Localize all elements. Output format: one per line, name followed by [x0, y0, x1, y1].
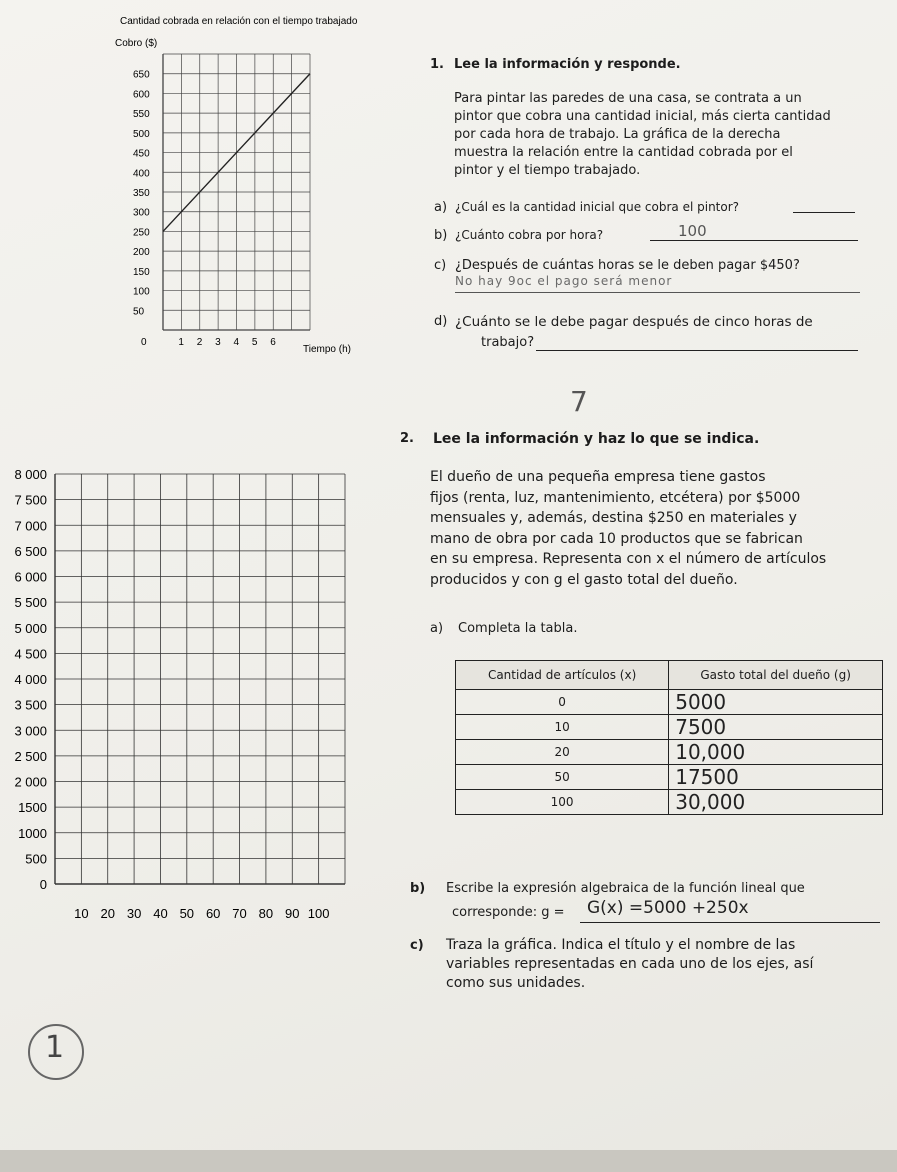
chart2-y-tick: 8 000 — [14, 467, 47, 482]
q2a-text: Completa la tabla. — [458, 621, 578, 636]
table-cell-x: 0 — [456, 690, 669, 715]
table-cell-x: 10 — [456, 715, 669, 740]
q2b-handwritten-answer: G(x) =5000 +250x — [587, 898, 749, 918]
chart1-y-tick: 400 — [133, 168, 150, 180]
q2-body-line: producidos y con g el gasto total del dueño. — [430, 571, 738, 588]
q1-title: Lee la información y responde. — [454, 57, 681, 72]
chart2-y-tick: 7 500 — [14, 492, 47, 508]
q1-body-line: pintor que cobra una cantidad inicial, más cierta cantidad — [454, 109, 831, 124]
chart1-ylabel: Cobro ($) — [115, 38, 158, 49]
q1b-handwritten-answer: 100 — [678, 222, 707, 240]
q1a-label: a) — [434, 200, 448, 215]
chart2-y-tick: 1500 — [18, 800, 47, 816]
table-cell-g[interactable]: 30,000 — [669, 790, 883, 815]
chart1-y-tick: 550 — [133, 109, 150, 121]
chart1-y-tick: 50 — [133, 306, 145, 318]
table-header-g: Gasto total del dueño (g) — [669, 661, 883, 690]
q2c-text-line: variables representadas en cada uno de los ejes, así — [446, 956, 814, 972]
chart2-y-tick: 7 000 — [14, 518, 47, 534]
chart1-x-tick: 1 — [178, 337, 184, 348]
chart2-x-tick: 20 — [100, 906, 115, 921]
q2c-label: c) — [410, 938, 424, 953]
q2c-text-line: como sus unidades. — [446, 975, 586, 991]
chart-painter — [105, 12, 425, 367]
chart2-y-tick: 2 000 — [14, 774, 47, 790]
chart2-x-tick: 10 — [74, 906, 89, 921]
q2-table — [455, 660, 883, 815]
page-bottom-edge — [0, 1150, 897, 1172]
chart2-y-tick: 6 500 — [14, 543, 47, 559]
chart2-x-tick: 70 — [232, 906, 247, 921]
chart2-y-tick: 3 000 — [14, 723, 47, 739]
q1d-text: ¿Cuánto se le debe pagar después de cinco horas de — [455, 314, 813, 330]
q1d-text-2: trabajo? — [481, 335, 535, 350]
chart1-y-tick-labels — [133, 70, 150, 318]
chart1-title: Cantidad cobrada en relación con el tiempo trabajado — [120, 16, 358, 27]
q2-number: 2. — [400, 431, 414, 446]
chart-owner-expenses — [0, 462, 360, 927]
q2-title: Lee la información y haz lo que se indica. — [433, 431, 760, 447]
chart2-y-tick: 0 — [39, 877, 47, 892]
chart2-y-tick: 6 000 — [14, 569, 47, 585]
chart2-y-tick: 5 000 — [14, 620, 47, 636]
table-cell-g[interactable]: 17500 — [669, 765, 883, 790]
chart1-y-tick: 600 — [133, 89, 150, 101]
q2b-text: Escribe la expresión algebraica de la función lineal que — [446, 881, 805, 896]
chart1-y-tick: 350 — [133, 188, 150, 199]
table-row — [456, 765, 883, 790]
margin-handwritten-mark: 7 — [570, 385, 588, 418]
table-row — [456, 690, 883, 715]
q2-body-line: fijos (renta, luz, mantenimiento, etcétera) por $5000 — [430, 489, 801, 506]
chart1-y-tick: 300 — [133, 207, 150, 219]
chart1-x-tick: 0 — [141, 337, 147, 348]
q1-body — [454, 90, 831, 180]
chart1-y-tick: 150 — [133, 266, 150, 278]
chart2-grid — [55, 474, 345, 884]
chart1-y-tick: 200 — [133, 247, 150, 259]
q1-body-line: por cada hora de trabajo. La gráfica de la derecha — [454, 127, 781, 142]
chart2-y-tick: 5 500 — [14, 595, 47, 611]
chart2-x-tick: 80 — [258, 906, 274, 921]
q1-body-line: muestra la relación entre la cantidad cobrada por el — [454, 145, 793, 160]
q1b-text: ¿Cuánto cobra por hora? — [455, 228, 604, 242]
q1a-answer-line[interactable] — [793, 212, 855, 213]
q1-body-line: pintor y el tiempo trabajado. — [454, 163, 641, 178]
chart2-x-tick-labels — [74, 906, 329, 921]
table-row — [456, 740, 883, 765]
chart2-x-tick: 40 — [153, 906, 168, 921]
chart2-y-tick: 2 500 — [14, 748, 47, 764]
q2b-label: b) — [410, 881, 426, 896]
chart2-y-tick-labels — [14, 467, 47, 892]
chart2-x-tick: 30 — [126, 906, 142, 921]
q1b-answer-line[interactable] — [650, 240, 858, 241]
chart2-x-tick: 50 — [179, 906, 195, 921]
chart1-y-tick: 450 — [133, 148, 150, 160]
chart1-x-tick: 3 — [215, 337, 221, 348]
q1d-answer-line[interactable] — [536, 350, 858, 351]
chart1-x-tick: 5 — [251, 337, 258, 348]
chart1-y-tick: 500 — [133, 128, 150, 140]
chart2-x-tick: 60 — [205, 906, 221, 921]
table-cell-g[interactable]: 10,000 — [669, 740, 883, 765]
chart1-y-tick: 650 — [133, 69, 150, 81]
q1c-text: ¿Después de cuántas horas se le deben pagar $450? — [455, 258, 800, 273]
chart1-y-tick: 100 — [133, 286, 150, 298]
q2b-text-2: corresponde: g = — [452, 905, 565, 920]
table-header-row — [456, 661, 883, 690]
table-cell-x: 20 — [456, 740, 669, 765]
table-row — [456, 790, 883, 815]
q2b-answer-line[interactable] — [580, 922, 880, 923]
q2c-text-line: Traza la gráfica. Indica el título y el nombre de las — [446, 937, 796, 953]
table-cell-g[interactable]: 5000 — [669, 690, 883, 715]
q1a-text: ¿Cuál es la cantidad inicial que cobra el pintor? — [455, 200, 740, 214]
q2-body-line: mensuales y, además, destina $250 en materiales y — [430, 510, 797, 526]
chart2-y-tick: 4 000 — [14, 672, 47, 687]
q2-body-line: El dueño de una pequeña empresa tiene gastos — [430, 469, 766, 485]
chart1-y-tick: 250 — [133, 227, 150, 239]
table-cell-g[interactable]: 7500 — [669, 715, 883, 740]
page-number-mark: 1 — [45, 1030, 65, 1065]
table-header-x: Cantidad de artículos (x) — [456, 661, 669, 690]
q1-number: 1. — [430, 57, 444, 72]
q1-body-line: Para pintar las paredes de una casa, se contrata a un — [454, 91, 802, 106]
q2-body-line: en su empresa. Representa con x el número de artículos — [430, 551, 827, 567]
q2-body-line: mano de obra por cada 10 productos que se fabrican — [430, 530, 803, 547]
q2a-label: a) — [430, 621, 444, 636]
table-row — [456, 715, 883, 740]
q1d-label: d) — [434, 314, 448, 329]
chart1-x-tick: 6 — [270, 337, 276, 348]
q2c-text — [446, 936, 813, 993]
chart2-x-tick: 90 — [285, 906, 300, 921]
q1c-answer-line[interactable] — [455, 292, 860, 293]
q1c-handwritten-answer: No hay 9oc el pago será menor — [455, 274, 673, 288]
chart2-y-tick: 3 500 — [14, 697, 47, 713]
chart1-xlabel: Tiempo (h) — [303, 344, 351, 355]
table-cell-x: 50 — [456, 765, 669, 790]
table-cell-x: 100 — [456, 790, 669, 815]
chart2-y-tick: 500 — [25, 851, 47, 867]
chart1-grid — [163, 54, 310, 330]
q1b-label: b) — [434, 228, 448, 243]
chart2-y-tick: 4 500 — [14, 646, 47, 662]
chart2-x-tick: 100 — [307, 906, 330, 921]
chart2-y-tick: 1000 — [18, 825, 47, 841]
chart1-x-tick: 2 — [196, 337, 203, 348]
chart1-x-tick: 4 — [233, 337, 240, 348]
q1c-label: c) — [434, 258, 447, 273]
q2-body — [430, 467, 826, 590]
chart1-x-tick-labels — [141, 337, 276, 348]
